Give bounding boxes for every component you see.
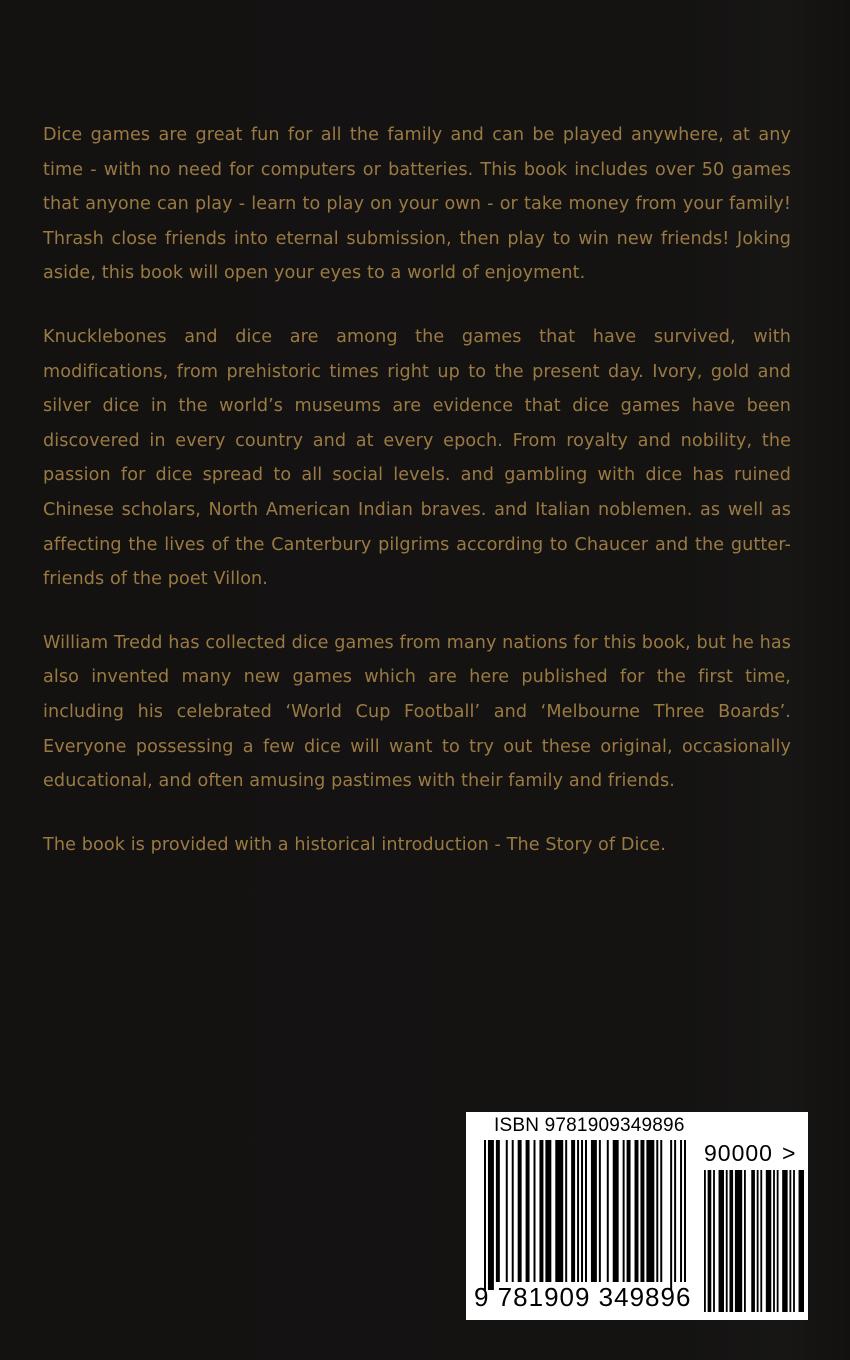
barcode-bar	[488, 1140, 494, 1290]
barcode-bar	[704, 1170, 706, 1312]
isbn-label: ISBN 9781909349896	[494, 1115, 685, 1136]
barcode-bar	[757, 1170, 759, 1312]
barcode-bar	[545, 1140, 551, 1282]
blurb	[43, 118, 791, 891]
barcode-bar	[518, 1140, 522, 1282]
barcode-bar	[713, 1170, 715, 1312]
barcode-bar	[506, 1140, 508, 1282]
barcode-bar	[613, 1140, 619, 1282]
barcode-bar	[635, 1140, 639, 1282]
barcode-bar	[674, 1140, 676, 1282]
barcode-bar	[708, 1170, 712, 1312]
barcode-bar	[484, 1140, 486, 1290]
isbn-digits: 9 781909 349896	[474, 1282, 692, 1312]
barcode-bar	[660, 1140, 662, 1282]
barcode-bar	[512, 1140, 514, 1282]
barcode-bar	[627, 1140, 631, 1282]
barcode-bar	[751, 1170, 755, 1312]
price-code: 90000	[704, 1140, 773, 1166]
barcode-bar	[793, 1170, 795, 1312]
barcode-bar	[623, 1140, 625, 1282]
barcode-bar	[789, 1170, 791, 1312]
barcode-bar	[585, 1140, 587, 1282]
barcode-bar	[782, 1170, 787, 1312]
barcode-bar	[555, 1140, 563, 1282]
barcode-bar	[773, 1170, 775, 1312]
barcode-addon-bars	[704, 1170, 804, 1312]
blurb-paragraph-1: Dice games are great fun for all the family and can be played anywhere, at any time - with no need for computers or batteries. This book includes over 50 games that anyone can play - learn to play on your own - or take money from your family! Thrash close friends into eternal submission, then play to win new friends! Joking aside, this book will open your eyes to a world of enjoyment.	[43, 125, 791, 284]
barcode-bar	[646, 1140, 654, 1282]
blurb-paragraph-4: The book is provided with a historical introduction - The Story of Dice.	[43, 834, 666, 855]
barcode-main-bars	[484, 1140, 686, 1290]
barcode-bar	[684, 1140, 686, 1282]
barcode-bar	[640, 1140, 644, 1282]
barcode-bar	[744, 1170, 746, 1312]
barcode-bar	[656, 1140, 658, 1282]
price-arrow: >	[782, 1140, 796, 1166]
barcode-bar	[719, 1170, 724, 1312]
barcode-bar	[577, 1140, 579, 1282]
barcode-bar	[726, 1170, 728, 1312]
barcode-bar	[599, 1140, 601, 1282]
barcode-bar	[735, 1170, 742, 1312]
barcode-bar	[777, 1170, 779, 1312]
barcode-bar	[534, 1140, 536, 1282]
isbn-barcode	[466, 1112, 808, 1320]
barcode-bar	[799, 1170, 804, 1312]
barcode-bar	[607, 1140, 609, 1282]
barcode-bar	[680, 1140, 682, 1282]
barcode-bar	[729, 1170, 733, 1312]
barcode-bar	[581, 1140, 583, 1282]
blurb-paragraph-3: William Tredd has collected dice games from many nations for this book, but he has also invented many new games which are here published for the first time, including his celebrated ‘World Cup Football’ and ‘Melbourne Three Boards’. Everyone possessing a few dice will want to try out these original, occasionally educational, and often amusing pastimes with their family and friends.	[43, 632, 791, 792]
barcode-bar	[591, 1140, 597, 1282]
barcode-bar	[670, 1140, 672, 1290]
barcode-bar	[565, 1140, 567, 1282]
barcode-bar	[766, 1170, 771, 1312]
barcode-bar	[526, 1140, 530, 1282]
barcode-bar	[496, 1140, 500, 1282]
barcode-bar	[760, 1170, 762, 1312]
barcode-bar	[539, 1140, 543, 1282]
barcode-bar	[571, 1140, 575, 1282]
blurb-paragraph-2: Knucklebones and dice are among the games that have survived, with modifications, from prehistoric times right up to the present day. Ivory, gold and silver dice in the world’s museums are evidence that dice games have been discovered in every country and at every epoch. From royalty and nobility, the passion for dice spread to all social levels. and gambling with dice has ruined Chinese scholars, North American Indian braves. and Italian noblemen. as well as affecting the lives of the Canterbury pilgrims according to Chaucer and the gutter-friends of the poet Villon.	[43, 326, 791, 590]
